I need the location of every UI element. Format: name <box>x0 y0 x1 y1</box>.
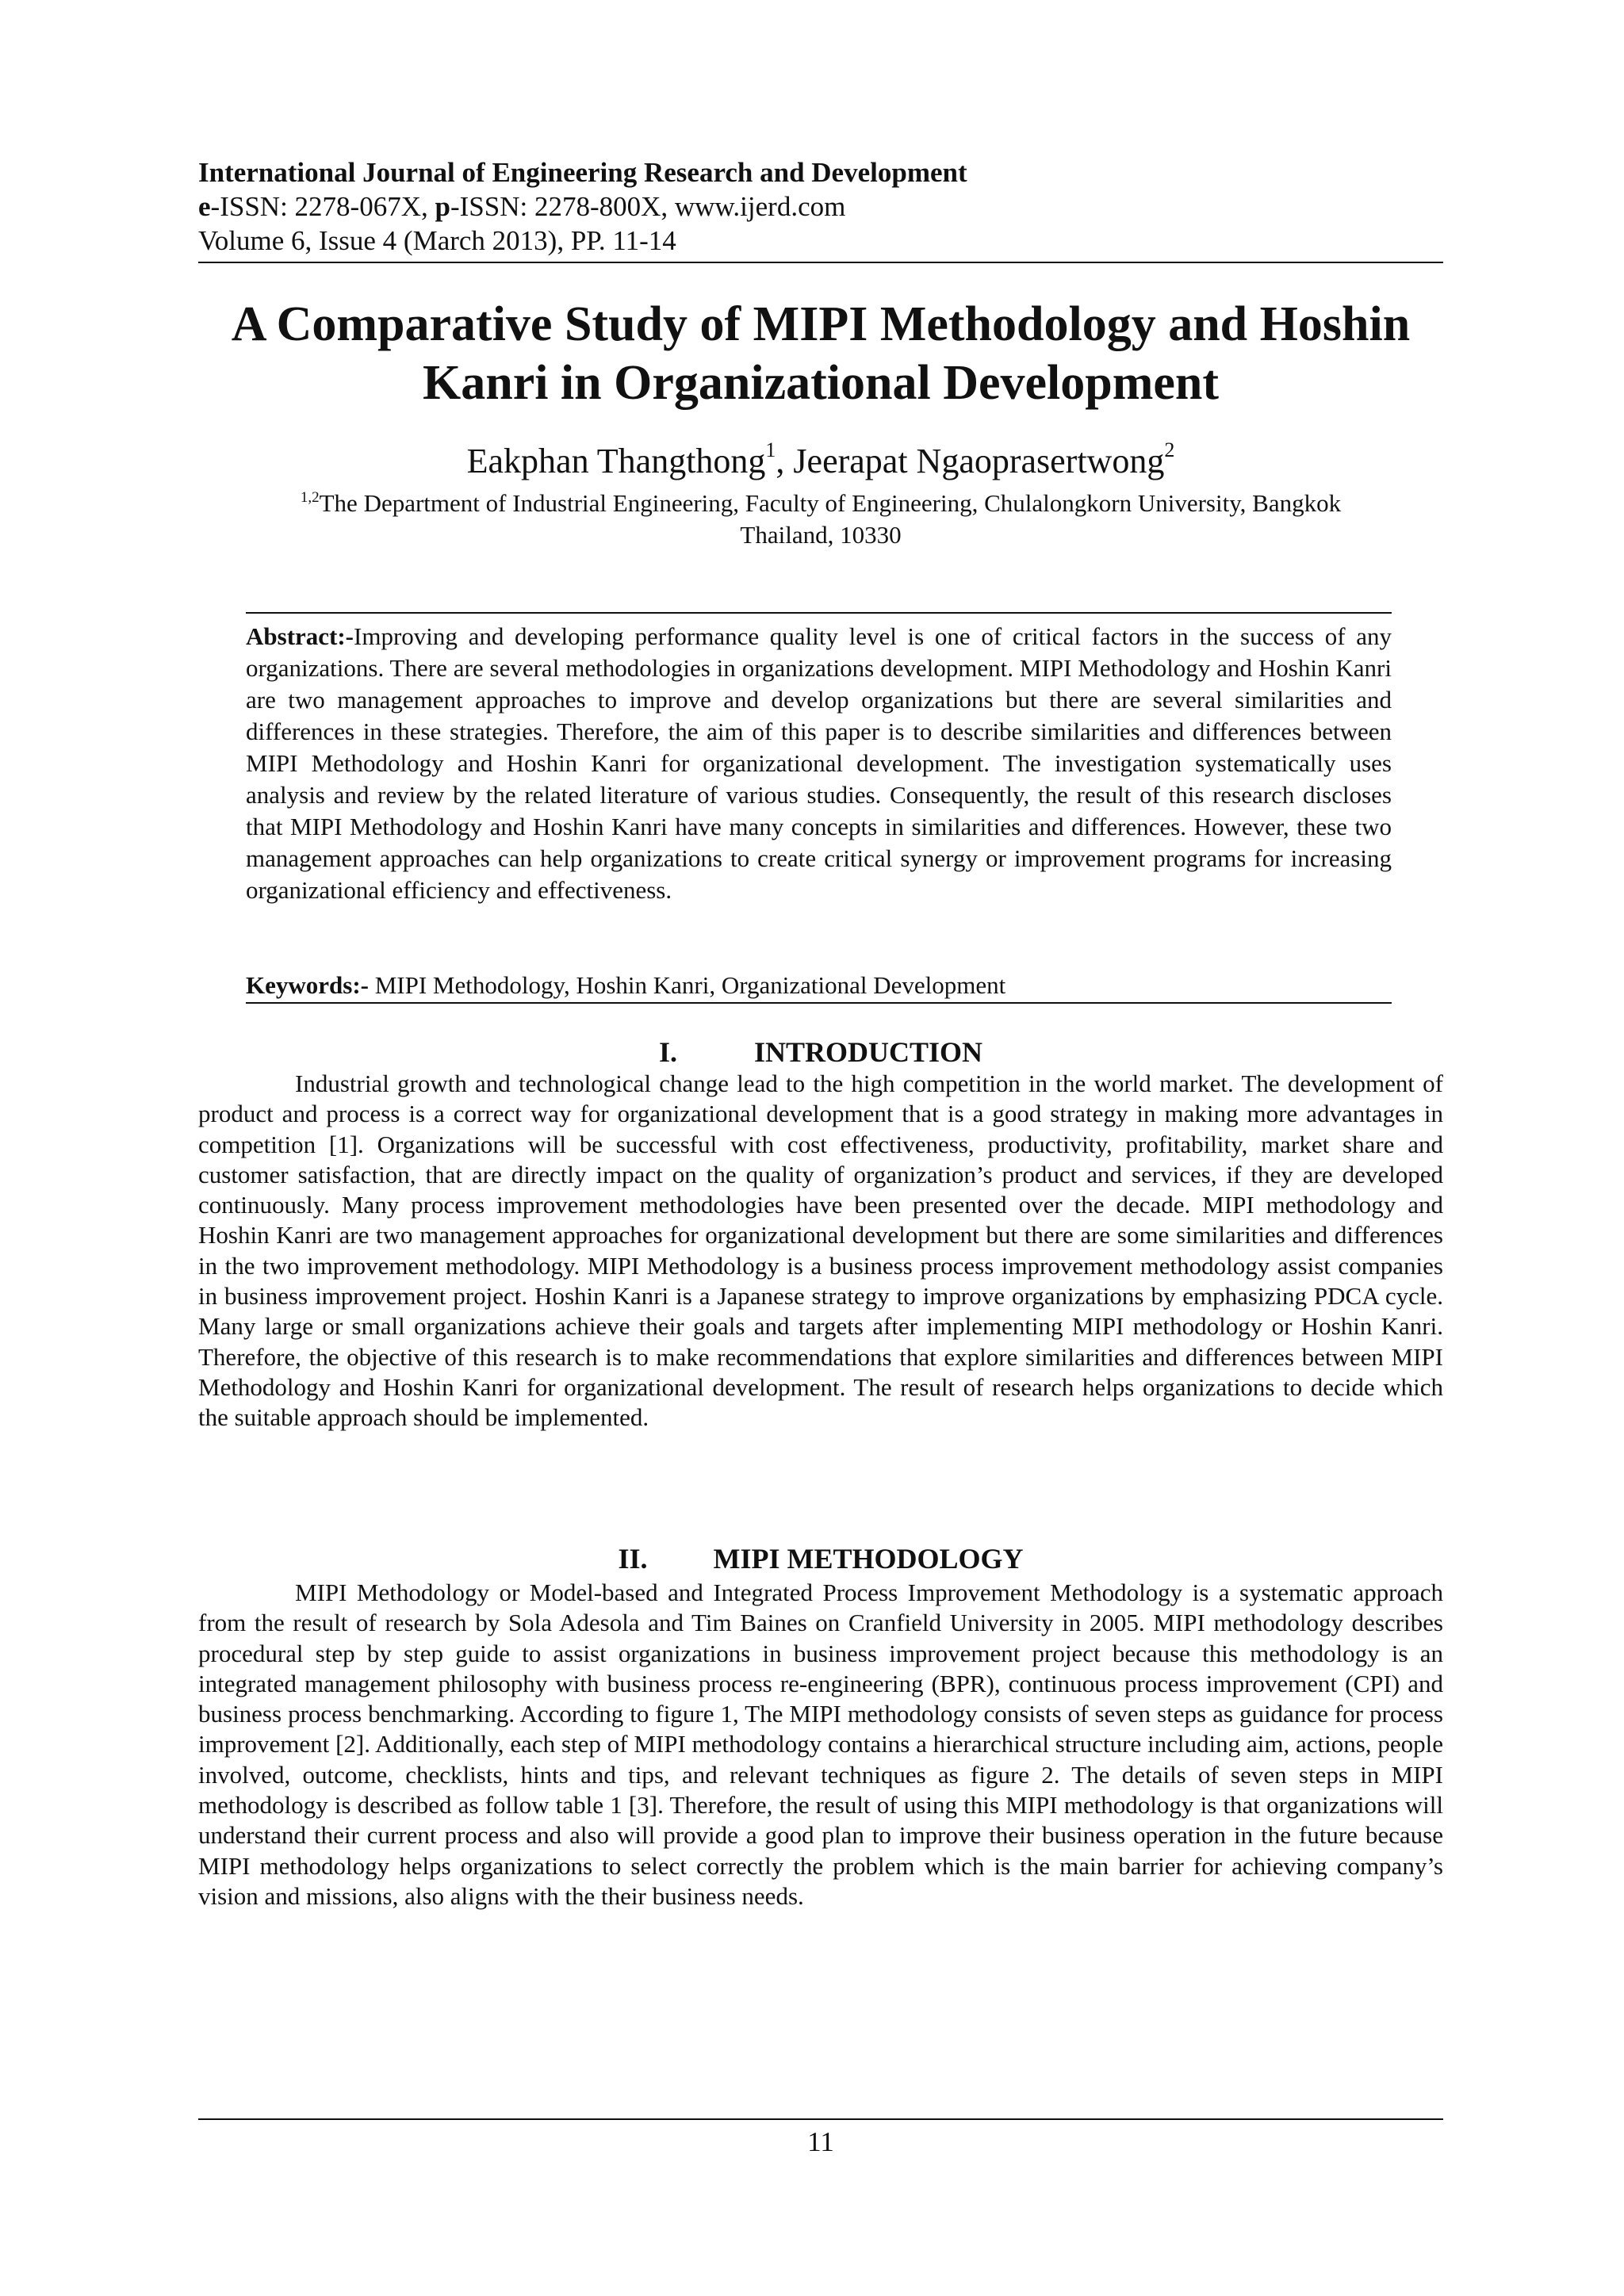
section-text: Industrial growth and technological change lead to the high competition in the world market. The development of product and process is a correct way for organizational development that is a good strategy in making more advantages in competition [1]. Organizations will be successful with cost effectiveness, productivity, profitability, market share and customer satisfaction, that are directly impact on the quality of organization’s product and services, if they are developed continuously. Many process improvement methodologies have been presented over the decade. MIPI methodology and Hoshin Kanri are two management approaches for organizational development but there are some similarities and differences in the two improvement methodology. MIPI Methodology is a business process improvement methodology assist companies in business improvement project. Hoshin Kanri is a Japanese strategy to improve organizations by emphasizing PDCA cycle. Many large or small organizations achieve their goals and targets after implementing MIPI methodology or Hoshin Kanri. Therefore, the objective of this research is to make recommendations that explore similarities and differences between MIPI Methodology and Hoshin Kanri for organizational development. The result of research helps organizations to decide which the suitable approach should be implemented. <box>198 1070 1443 1432</box>
abstract-top-rule <box>246 612 1392 614</box>
keywords-bottom-rule <box>246 1002 1392 1004</box>
affiliation-line-1 <box>198 488 1443 519</box>
affiliation <box>198 488 1443 551</box>
abstract-label: Abstract:- <box>246 622 354 650</box>
volume-line: Volume 6, Issue 4 (March 2013), PP. 11-14 <box>198 225 676 256</box>
paper-title <box>198 295 1443 412</box>
section-body-introduction <box>198 1069 1443 1433</box>
section-title: MIPI METHODOLOGY <box>713 1543 1024 1575</box>
title-line-2: Kanri in Organizational Development <box>422 356 1220 410</box>
affiliation-text-1: The Department of Industrial Engineering, Faculty of Engineering, Chulalongkorn University, Bangkok <box>319 489 1342 517</box>
section-number: I. <box>658 1036 677 1068</box>
section-heading-introduction <box>198 1035 1443 1070</box>
authors <box>198 438 1443 482</box>
footer-rule <box>198 2118 1443 2120</box>
affiliation-sup: 1,2 <box>300 489 320 506</box>
abstract-text: Improving and developing performance quality level is one of critical factors in the success of any organizations. There are several methodologies in organizations development. MIPI Methodology and Hoshin Kanri are two management approaches to improve and develop organizations but there are several similarities and differences in these strategies. Therefore, the aim of this paper is to describe similarities and differences between MIPI Methodology and Hoshin Kanri for organizational development. The investigation systematically uses analysis and review by the related literature of various studies. Consequently, the result of this research discloses that MIPI Methodology and Hoshin Kanri have many concepts in similarities and differences. However, these two management approaches can help organizations to create critical synergy or improvement programs for increasing organizational efficiency and effectiveness. <box>246 622 1392 904</box>
author-1-sup: 1 <box>765 438 776 461</box>
keywords-text: MIPI Methodology, Hoshin Kanri, Organizational Development <box>368 971 1006 999</box>
title-line-1: A Comparative Study of MIPI Methodology and Hoshin <box>231 297 1411 351</box>
keywords-label: Keywords:- <box>246 971 369 999</box>
affiliation-line-2: Thailand, 10330 <box>740 521 902 549</box>
section-title: INTRODUCTION <box>753 1036 983 1068</box>
eissn-text: -ISSN: 2278-067X, <box>210 191 435 222</box>
keywords <box>246 970 1392 1001</box>
pissn-text: -ISSN: 2278-800X, www.ijerd.com <box>450 191 846 222</box>
journal-name: International Journal of Engineering Research and Development <box>198 157 967 188</box>
section-body-mipi <box>198 1578 1443 1911</box>
issn-line <box>198 189 1443 224</box>
author-separator: , <box>776 442 794 480</box>
journal-header <box>198 155 1443 258</box>
eissn-label: e <box>198 191 211 222</box>
section-heading-mipi <box>198 1541 1443 1576</box>
section-number: II. <box>618 1543 648 1575</box>
section-text: MIPI Methodology or Model-based and Integrated Process Improvement Methodology is a systematic approach from the result of research by Sola Adesola and Tim Baines on Cranfield University in 2005. MIPI methodology describes procedural step by step guide to assist organizations in business improvement project because this methodology is an integrated management philosophy with business process re-engineering (BPR), continuous process improvement (CPI) and business process benchmarking. According to figure 1, The MIPI methodology consists of seven steps as guidance for process improvement [2]. Additionally, each step of MIPI methodology contains a hierarchical structure including aim, actions, people involved, outcome, checklists, hints and tips, and relevant techniques as figure 2. The details of seven steps in MIPI methodology is described as follow table 1 [3]. Therefore, the result of using this MIPI methodology is that organizations will understand their current process and also will provide a good plan to improve their business operation in the future because MIPI methodology helps organizations to select correctly the problem which is the main barrier for achieving company’s vision and missions, also aligns with the their business needs. <box>198 1578 1443 1910</box>
pissn-label: p <box>435 191 450 222</box>
page-number: 11 <box>807 2126 834 2157</box>
author-1: Eakphan Thangthong <box>466 442 766 480</box>
header-rule <box>198 262 1443 263</box>
abstract <box>246 621 1392 906</box>
author-2: Jeerapat Ngaoprasertwong <box>793 442 1165 480</box>
author-2-sup: 2 <box>1164 438 1175 461</box>
